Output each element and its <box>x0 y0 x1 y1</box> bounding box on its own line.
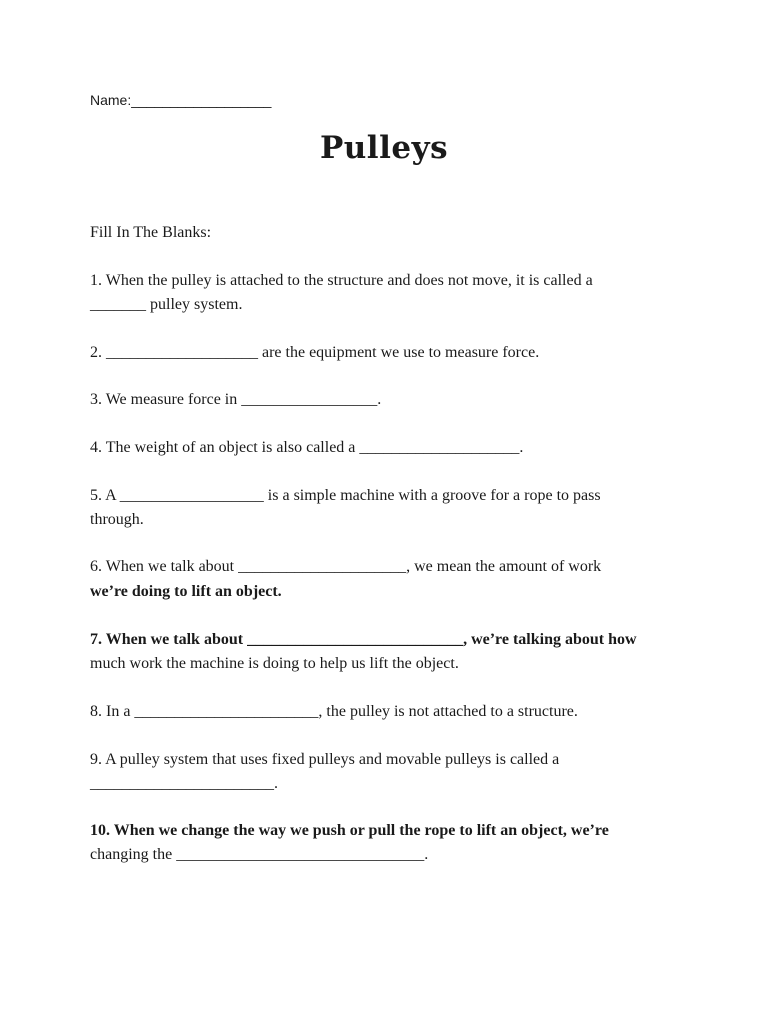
question-6-line-1: 6. When we talk about _____________________, we mean the amount of work <box>90 558 602 575</box>
question-2: 2. ___________________ are the equipment we use to measure force. <box>90 344 540 361</box>
page-title: Pulleys <box>319 130 449 166</box>
question-3: 3. We measure force in _________________. <box>90 391 382 408</box>
question-7-line-1: 7. When we talk about ___________________________, we’re talking about how <box>90 631 637 648</box>
question-10-line-2: changing the _______________________________. <box>90 846 429 863</box>
question-5-line-2: through. <box>90 511 144 528</box>
question-1-line-1: 1. When the pulley is attached to the structure and does not move, it is called a <box>90 272 593 289</box>
question-9-line-2: _______________________. <box>90 775 278 792</box>
name-field-label: Name:__________________ <box>90 92 272 108</box>
question-6-line-2: we’re doing to lift an object. <box>90 583 282 600</box>
question-10-line-1: 10. When we change the way we push or pull the rope to lift an object, we’re <box>90 822 609 839</box>
instructions-heading: Fill In The Blanks: <box>90 224 212 241</box>
question-1-line-2: _______ pulley system. <box>90 296 243 313</box>
question-4: 4. The weight of an object is also called a ____________________. <box>90 439 524 456</box>
question-8: 8. In a _______________________, the pulley is not attached to a structure. <box>90 703 578 720</box>
question-7-line-2: much work the machine is doing to help us lift the object. <box>90 655 459 672</box>
question-9-line-1: 9. A pulley system that uses fixed pulleys and movable pulleys is called a <box>90 751 560 768</box>
question-5-line-1: 5. A __________________ is a simple machine with a groove for a rope to pass <box>90 487 601 504</box>
